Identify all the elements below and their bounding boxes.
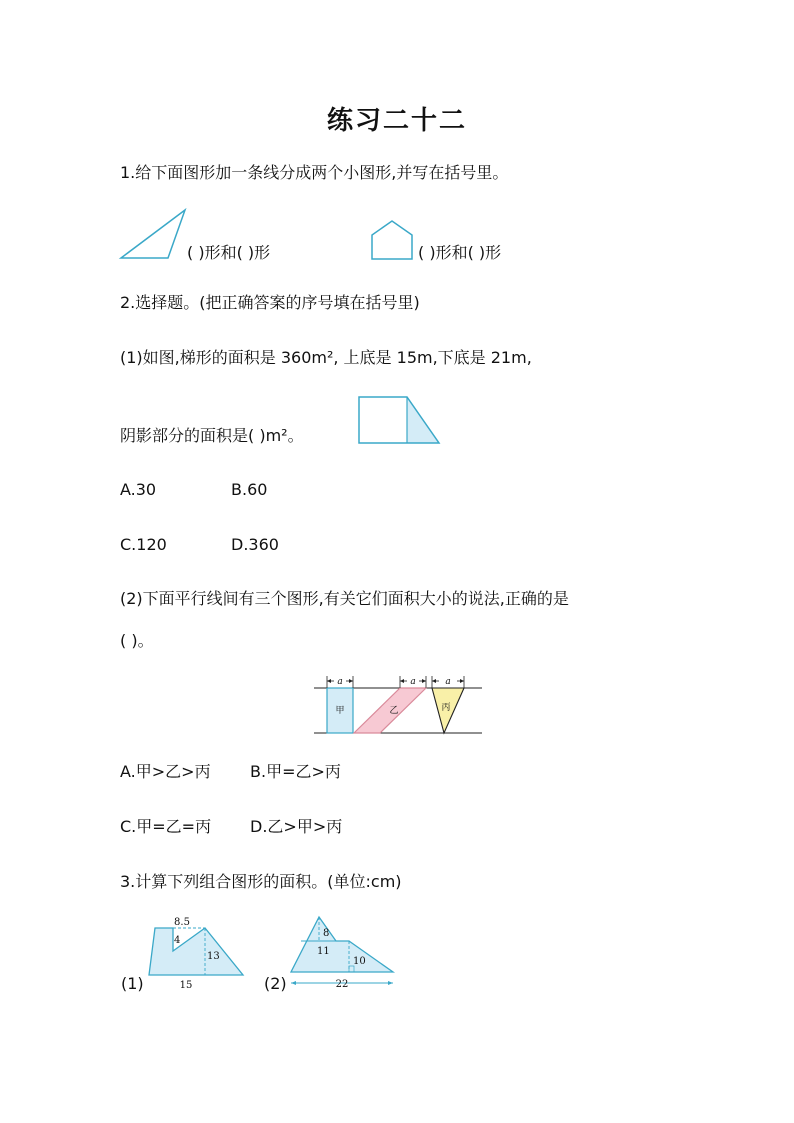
label-jia: 甲 bbox=[335, 706, 345, 716]
q1-prompt: 1.给下面图形加一条线分成两个小图形,并写在括号里。 bbox=[120, 163, 509, 182]
q2-prompt: 2.选择题。(把正确答案的序号填在括号里) bbox=[120, 293, 420, 312]
label-yi: 乙 bbox=[389, 706, 399, 716]
fig1-label-base: 15 bbox=[179, 980, 193, 991]
dim-label-a-1: a bbox=[337, 677, 343, 687]
q1-triangle-figure bbox=[118, 206, 188, 262]
q2-sub2-option-a: A.甲>乙>丙 bbox=[120, 762, 211, 781]
q3-figure-2 bbox=[286, 913, 398, 993]
q2-sub2-line2: ( )。 bbox=[120, 631, 154, 650]
q1-blank-a: ( )形和( )形 bbox=[187, 243, 271, 262]
fig2-label-mid: 11 bbox=[317, 946, 330, 957]
dim-label-a-3: a bbox=[445, 677, 451, 687]
fig2-label-right: 10 bbox=[353, 956, 366, 967]
dim-label-a-2: a bbox=[410, 677, 416, 687]
label-bing: 丙 bbox=[441, 703, 451, 713]
q2-sub2-line1: (2)下面平行线间有三个图形,有关它们面积大小的说法,正确的是 bbox=[120, 589, 569, 608]
q2-sub1-option-d: D.360 bbox=[231, 535, 279, 554]
q2-trapezoid-figure bbox=[357, 395, 443, 447]
fig2-label-upper: 8 bbox=[323, 928, 330, 939]
q2-parallel-lines-figure bbox=[310, 672, 486, 738]
q3-prompt: 3.计算下列组合图形的面积。(单位:cm) bbox=[120, 872, 402, 891]
q3-figure-1 bbox=[146, 913, 246, 993]
q2-sub1-line2: 阴影部分的面积是( )m²。 bbox=[120, 426, 304, 445]
q2-sub1-option-b: B.60 bbox=[231, 480, 268, 499]
fig1-label-top: 8.5 bbox=[174, 917, 190, 928]
page-title: 练习二十二 bbox=[326, 106, 467, 136]
q2-sub1-option-a: A.30 bbox=[120, 480, 157, 499]
fig1-label-depth: 4 bbox=[174, 935, 181, 946]
q2-sub1-option-c: C.120 bbox=[120, 535, 167, 554]
fig2-label-base: 22 bbox=[335, 979, 349, 990]
fig1-label-height: 13 bbox=[207, 951, 220, 962]
q3-fig2-number: (2) bbox=[264, 974, 287, 993]
q2-sub2-option-b: B.甲=乙>丙 bbox=[250, 762, 341, 781]
q3-fig1-number: (1) bbox=[121, 974, 144, 993]
q1-pentagon-figure bbox=[370, 219, 416, 263]
q2-sub2-option-c: C.甲=乙=丙 bbox=[120, 817, 212, 836]
q2-sub1-line1: (1)如图,梯形的面积是 360m², 上底是 15m,下底是 21m, bbox=[120, 348, 532, 367]
q2-sub2-option-d: D.乙>甲>丙 bbox=[250, 817, 343, 836]
q1-blank-b: ( )形和( )形 bbox=[418, 243, 502, 262]
